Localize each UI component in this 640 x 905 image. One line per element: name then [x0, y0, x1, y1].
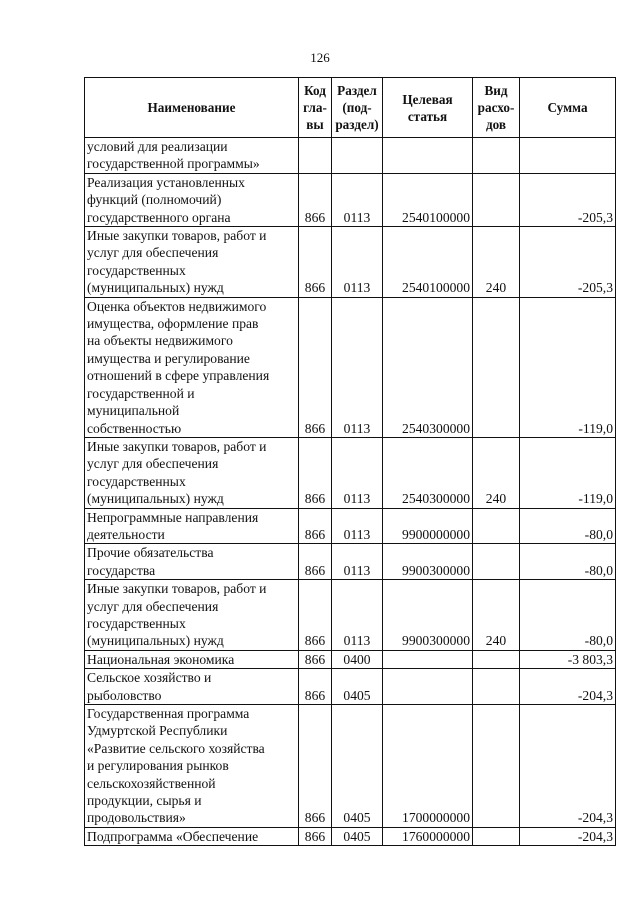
- row-sum-cell: -205,3: [520, 173, 616, 226]
- row-code-cell: 866: [299, 544, 332, 580]
- row-name-line: государственных: [87, 615, 186, 631]
- row-code-cell: 866: [299, 437, 332, 508]
- row-section-cell: 0113: [332, 544, 383, 580]
- row-name-line: имущества, оформление прав: [87, 316, 259, 332]
- row-type-cell: [473, 508, 520, 544]
- row-section-cell: 0113: [332, 508, 383, 544]
- page-number: 126: [310, 50, 330, 65]
- row-sum-cell: -204,3: [520, 705, 616, 828]
- row-name-line: имущества и регулирование: [87, 350, 250, 366]
- row-name-line: «Развитие сельского хозяйства: [87, 740, 265, 756]
- row-type-cell: [473, 297, 520, 437]
- row-name-line: государственных: [87, 262, 186, 278]
- row-target-cell: [383, 650, 473, 668]
- table-row: [85, 544, 616, 580]
- row-name-cell: [85, 580, 299, 651]
- row-name-line: (муниципальных) нужд: [87, 491, 224, 507]
- row-name-line: на объекты недвижимого: [87, 333, 233, 349]
- column-header-type: [473, 78, 520, 138]
- row-type-cell: 240: [473, 437, 520, 508]
- table-row: [85, 138, 616, 174]
- row-sum-cell: -80,0: [520, 508, 616, 544]
- row-sum-cell: -119,0: [520, 297, 616, 437]
- row-name-line: условий для реализации: [87, 139, 228, 154]
- table-row: [85, 580, 616, 651]
- table-row: [85, 173, 616, 226]
- row-name-cell: [85, 705, 299, 828]
- column-header-line: Наименование: [147, 100, 236, 115]
- row-type-cell: 240: [473, 227, 520, 298]
- row-code-cell: 866: [299, 650, 332, 668]
- row-name-cell: [85, 827, 299, 845]
- table-row: [85, 669, 616, 705]
- row-name-line: и регулирования рынков: [87, 758, 229, 774]
- row-name-line: Реализация установленных: [87, 174, 245, 190]
- row-name-line: собственностью: [87, 420, 182, 436]
- row-name-line: государственного органа: [87, 209, 231, 225]
- row-name-cell: [85, 138, 299, 174]
- row-name-line: (муниципальных) нужд: [87, 633, 224, 649]
- row-name-line: государства: [87, 562, 156, 578]
- row-type-cell: [473, 827, 520, 845]
- row-code-cell: 866: [299, 227, 332, 298]
- row-sum-cell: -80,0: [520, 580, 616, 651]
- row-name-line: Прочие обязательства: [87, 545, 214, 561]
- row-code-cell: 866: [299, 827, 332, 845]
- row-sum-cell: -204,3: [520, 827, 616, 845]
- row-name-line: муниципальной: [87, 403, 180, 419]
- row-name-line: функций (полномочий): [87, 192, 222, 208]
- row-code-cell: 866: [299, 669, 332, 705]
- column-header-code: [299, 78, 332, 138]
- row-section-cell: 0113: [332, 227, 383, 298]
- row-target-cell: [383, 669, 473, 705]
- row-section-cell: 0113: [332, 173, 383, 226]
- table-body: [85, 138, 616, 846]
- row-name-line: Подпрограмма «Обеспечение: [87, 828, 259, 844]
- column-header-line: вы: [306, 117, 324, 132]
- row-name-cell: [85, 227, 299, 298]
- column-header-name: [85, 78, 299, 138]
- row-target-cell: 1700000000: [383, 705, 473, 828]
- column-header-line: раздел): [335, 117, 379, 132]
- row-name-line: Национальная экономика: [87, 651, 235, 667]
- row-name-line: услуг для обеспечения: [87, 456, 219, 472]
- row-name-cell: [85, 173, 299, 226]
- column-header-line: Раздел: [337, 83, 377, 98]
- row-target-cell: 2540100000: [383, 227, 473, 298]
- row-type-cell: [473, 173, 520, 226]
- column-header-line: статья: [407, 108, 448, 124]
- row-code-cell: 866: [299, 580, 332, 651]
- budget-table: [84, 77, 616, 846]
- column-header-line: расхо-: [477, 100, 515, 115]
- row-section-cell: 0113: [332, 580, 383, 651]
- row-type-cell: 240: [473, 580, 520, 651]
- column-header-line: Сумма: [547, 100, 588, 115]
- row-type-cell: [473, 669, 520, 705]
- table-row: [85, 227, 616, 298]
- row-name-line: государственных: [87, 473, 186, 489]
- column-header-sum: [520, 78, 616, 138]
- row-name-line: Непрограммные направления: [87, 509, 259, 525]
- row-sum-cell: -80,0: [520, 544, 616, 580]
- row-sum-cell: [520, 138, 616, 174]
- row-name-line: отношений в сфере управления: [87, 368, 270, 384]
- row-target-cell: 2540100000: [383, 173, 473, 226]
- column-header-line: Код: [304, 83, 326, 98]
- column-header-target: [383, 78, 473, 138]
- row-name-line: (муниципальных) нужд: [87, 280, 224, 296]
- table-row: [85, 297, 616, 437]
- column-header-section: [332, 78, 383, 138]
- row-section-cell: 0405: [332, 669, 383, 705]
- row-section-cell: 0405: [332, 705, 383, 828]
- row-type-cell: [473, 544, 520, 580]
- row-section-cell: 0113: [332, 437, 383, 508]
- row-name-line: Оценка объектов недвижимого: [87, 298, 267, 314]
- row-target-cell: [383, 138, 473, 174]
- row-name-line: деятельности: [87, 526, 165, 542]
- row-sum-cell: -204,3: [520, 669, 616, 705]
- row-name-line: Иные закупки товаров, работ и: [87, 581, 267, 597]
- row-code-cell: 866: [299, 508, 332, 544]
- row-section-cell: 0400: [332, 650, 383, 668]
- row-name-cell: [85, 437, 299, 508]
- row-name-line: государственной и: [87, 385, 195, 401]
- row-code-cell: 866: [299, 297, 332, 437]
- table-row: [85, 650, 616, 668]
- row-name-line: услуг для обеспечения: [87, 245, 219, 261]
- row-name-cell: [85, 650, 299, 668]
- column-header-line: дов: [485, 117, 507, 132]
- table-header-row: [85, 78, 616, 138]
- table-row: [85, 705, 616, 828]
- row-target-cell: 1760000000: [383, 827, 473, 845]
- row-section-cell: [332, 138, 383, 174]
- row-code-cell: 866: [299, 173, 332, 226]
- row-name-cell: [85, 297, 299, 437]
- row-name-cell: [85, 508, 299, 544]
- row-name-cell: [85, 669, 299, 705]
- row-target-cell: 9900000000: [383, 508, 473, 544]
- row-name-line: Удмуртской Республики: [87, 723, 228, 739]
- row-name-line: услуг для обеспечения: [87, 598, 219, 614]
- row-name-line: Сельское хозяйство и: [87, 670, 212, 686]
- row-type-cell: [473, 650, 520, 668]
- row-sum-cell: -119,0: [520, 437, 616, 508]
- row-name-line: Государственная программа: [87, 706, 250, 721]
- row-name-line: продовольствия»: [87, 810, 186, 826]
- row-name-line: рыболовство: [87, 687, 162, 703]
- row-section-cell: 0405: [332, 827, 383, 845]
- column-header-line: Целевая: [402, 91, 453, 107]
- row-code-cell: 866: [299, 705, 332, 828]
- row-sum-cell: -205,3: [520, 227, 616, 298]
- row-name-cell: [85, 544, 299, 580]
- row-type-cell: [473, 705, 520, 828]
- column-header-line: гла-: [303, 100, 327, 115]
- row-type-cell: [473, 138, 520, 174]
- table-row: [85, 827, 616, 845]
- row-name-line: государственной программы»: [87, 156, 260, 172]
- row-target-cell: 2540300000: [383, 437, 473, 508]
- row-code-cell: [299, 138, 332, 174]
- row-target-cell: 2540300000: [383, 297, 473, 437]
- row-sum-cell: -3 803,3: [520, 650, 616, 668]
- table-row: [85, 437, 616, 508]
- row-target-cell: 9900300000: [383, 544, 473, 580]
- column-header-line: (под-: [342, 100, 372, 115]
- row-section-cell: 0113: [332, 297, 383, 437]
- row-target-cell: 9900300000: [383, 580, 473, 651]
- row-name-line: продукции, сырья и: [87, 793, 202, 809]
- row-name-line: сельскохозяйственной: [87, 775, 216, 791]
- table-row: [85, 508, 616, 544]
- row-name-line: Иные закупки товаров, работ и: [87, 438, 267, 454]
- column-header-line: Вид: [484, 83, 508, 98]
- row-name-line: Иные закупки товаров, работ и: [87, 228, 267, 244]
